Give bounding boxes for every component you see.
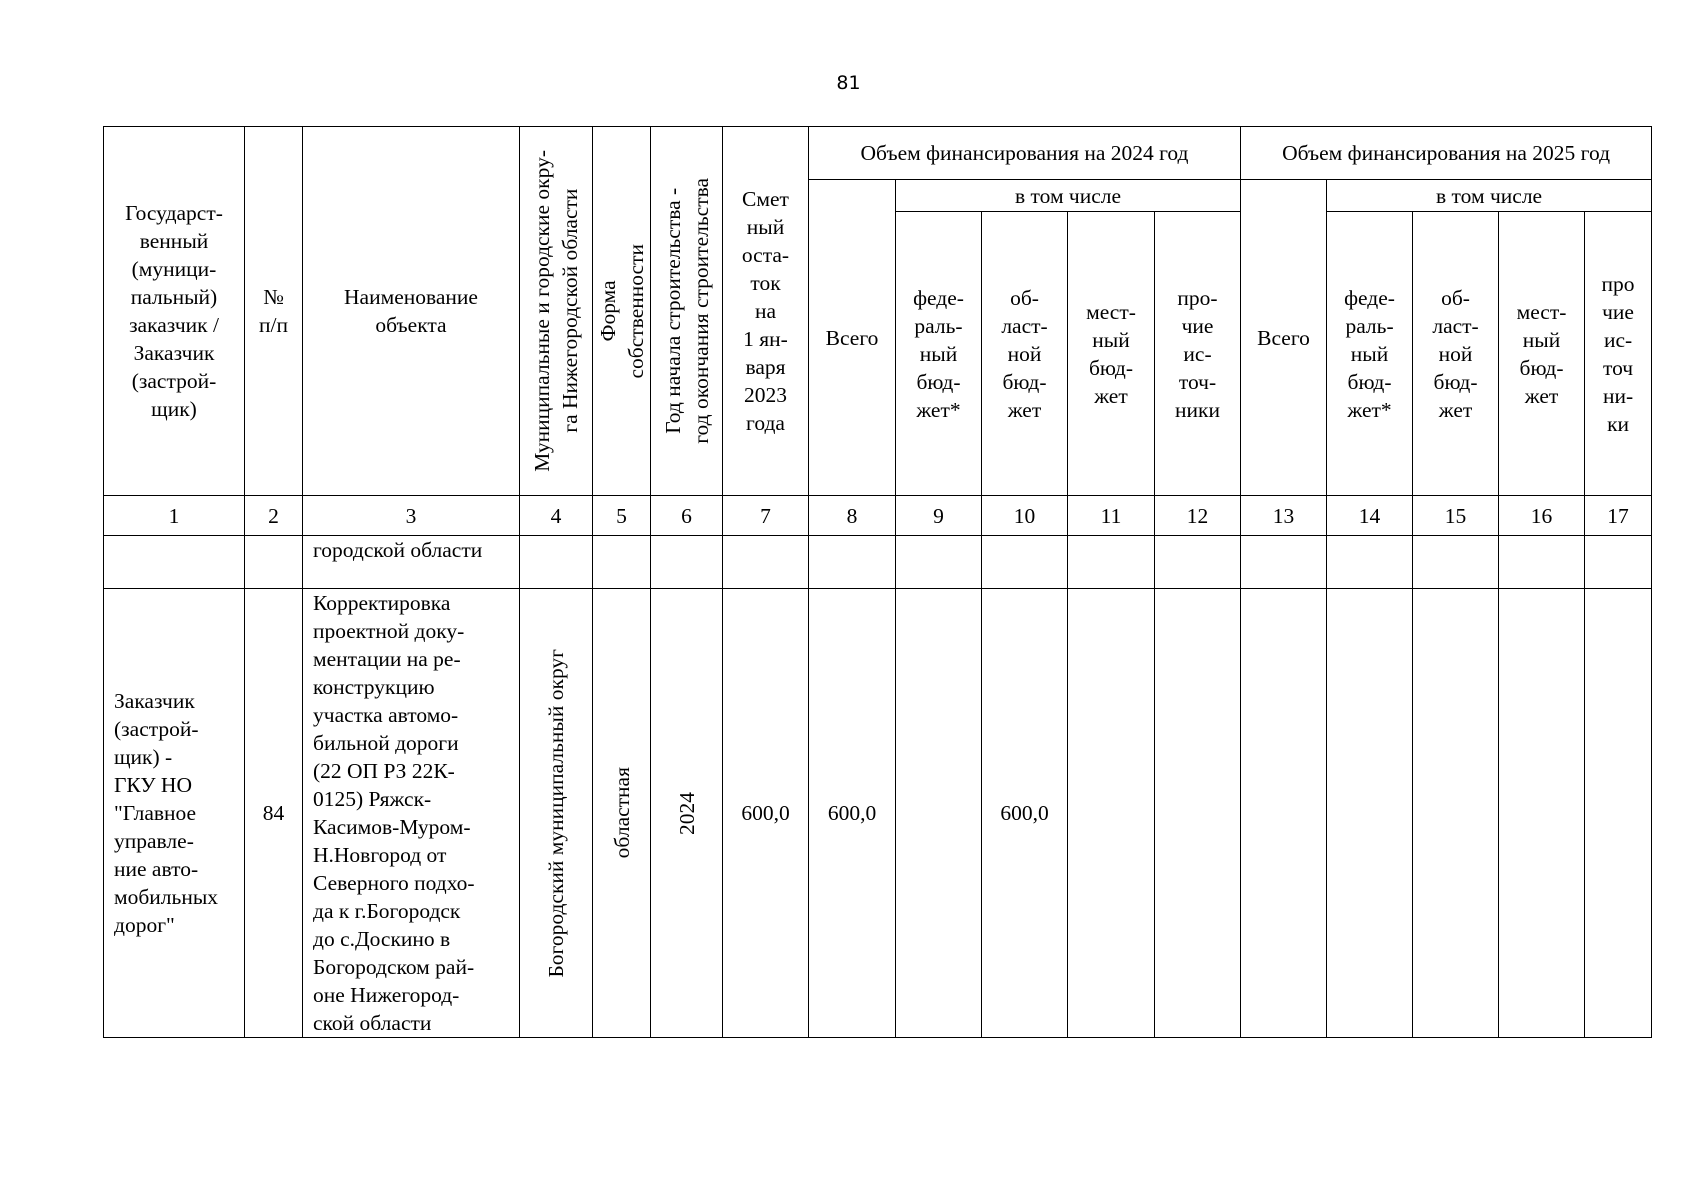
- cell-total-2025: [1241, 589, 1327, 1038]
- cell-regional-2024: 600,0: [982, 589, 1068, 1038]
- cell-federal-2024: [896, 536, 982, 589]
- header-regional-2024: об- ласт- ной бюд- жет: [982, 212, 1068, 496]
- header-municipalities: [520, 127, 593, 496]
- cell-number: 84: [245, 589, 303, 1038]
- cell-regional-2025: [1413, 536, 1499, 589]
- column-number: 13: [1241, 496, 1327, 536]
- cell-number: [245, 536, 303, 589]
- column-number: 1: [104, 496, 245, 536]
- cell-customer: Заказчик (застрой- щик) - ГКУ НО "Главное управле- ние авто- мобильных дорог": [104, 589, 245, 1038]
- column-number: 16: [1499, 496, 1585, 536]
- cell-years-text: 2024: [674, 791, 699, 835]
- cell-object-name: Корректировка проектной доку- ментации на ре- конструкцию участка автомо- бильной дороги (22 ОП РЗ 22К- 0125) Ряжск- Касимов-Муром- Н.Новгород от Северного подхо- да к г.Богородск до с.Доскино в Богородском рай- оне Нижегород- ской области: [303, 589, 520, 1038]
- cell-ownership-text: областная: [609, 767, 634, 859]
- column-number: 9: [896, 496, 982, 536]
- header-federal-2025: феде- раль- ный бюд- жет*: [1327, 212, 1413, 496]
- cell-estimate: 600,0: [723, 589, 809, 1038]
- header-municipalities-text: Муниципальные и городские окру- га Нижегородской области: [530, 150, 582, 472]
- cell-object-name: городской области: [303, 536, 520, 589]
- cell-total-2024: [809, 536, 896, 589]
- column-number: 8: [809, 496, 896, 536]
- column-number: 14: [1327, 496, 1413, 536]
- header-years: [651, 127, 723, 496]
- column-numbers-row: [104, 496, 1652, 536]
- header-years-text: Год начала строительства - год окончания строительства: [660, 178, 713, 444]
- cell-federal-2024: [896, 589, 982, 1038]
- header-number: № п/п: [245, 127, 303, 496]
- header-local-2025: мест- ный бюд- жет: [1499, 212, 1585, 496]
- cell-local-2024: [1068, 589, 1155, 1038]
- header-customer: Государст- венный (муници- пальный) заказчик / Заказчик (застрой- щик): [104, 127, 245, 496]
- column-number: 4: [520, 496, 593, 536]
- column-number: 11: [1068, 496, 1155, 536]
- header-including-2024: в том числе: [896, 180, 1241, 212]
- cell-municipality: [520, 536, 593, 589]
- cell-total-2025: [1241, 536, 1327, 589]
- header-including-2025: в том числе: [1327, 180, 1652, 212]
- column-number: 2: [245, 496, 303, 536]
- column-number: 10: [982, 496, 1068, 536]
- cell-other-2024: [1155, 536, 1241, 589]
- cell-municipality-text: Богородский муниципальный округ: [544, 648, 568, 978]
- cell-ownership: [593, 536, 651, 589]
- column-number: 12: [1155, 496, 1241, 536]
- cell-federal-2025: [1327, 589, 1413, 1038]
- header-total-2025: Всего: [1241, 180, 1327, 496]
- cell-ownership: [593, 589, 651, 1038]
- header-estimate: Смет ный оста- ток на 1 ян- варя 2023 года: [723, 127, 809, 496]
- header-total-2024: Всего: [809, 180, 896, 496]
- table-row: [104, 589, 1652, 1038]
- cell-local-2025: [1499, 536, 1585, 589]
- header-object-name: Наименование объекта: [303, 127, 520, 496]
- column-number: 6: [651, 496, 723, 536]
- cell-local-2025: [1499, 589, 1585, 1038]
- cell-local-2024: [1068, 536, 1155, 589]
- header-ownership: [593, 127, 651, 496]
- cell-other-2025: [1585, 589, 1652, 1038]
- header-other-2024: про- чие ис- точ- ники: [1155, 212, 1241, 496]
- cell-estimate: [723, 536, 809, 589]
- header-ownership-text: Форма собственности: [595, 243, 648, 379]
- cell-other-2025: [1585, 536, 1652, 589]
- page-number: 81: [836, 72, 861, 94]
- header-financing-2024: Объем финансирования на 2024 год: [809, 127, 1241, 180]
- column-number: 15: [1413, 496, 1499, 536]
- column-number: 5: [593, 496, 651, 536]
- financing-table: [103, 126, 1652, 1038]
- column-number: 7: [723, 496, 809, 536]
- header-financing-2025: Объем финансирования на 2025 год: [1241, 127, 1652, 180]
- cell-years: [651, 536, 723, 589]
- header-regional-2025: об- ласт- ной бюд- жет: [1413, 212, 1499, 496]
- table-row: [104, 536, 1652, 589]
- column-number: 3: [303, 496, 520, 536]
- column-number: 17: [1585, 496, 1652, 536]
- header-federal-2024: феде- раль- ный бюд- жет*: [896, 212, 982, 496]
- cell-customer: [104, 536, 245, 589]
- header-local-2024: мест- ный бюд- жет: [1068, 212, 1155, 496]
- cell-federal-2025: [1327, 536, 1413, 589]
- cell-regional-2025: [1413, 589, 1499, 1038]
- cell-regional-2024: [982, 536, 1068, 589]
- cell-other-2024: [1155, 589, 1241, 1038]
- cell-total-2024: 600,0: [809, 589, 896, 1038]
- cell-municipality: [520, 589, 593, 1038]
- header-other-2025: про чие ис- точ ни- ки: [1585, 212, 1652, 496]
- cell-years: [651, 589, 723, 1038]
